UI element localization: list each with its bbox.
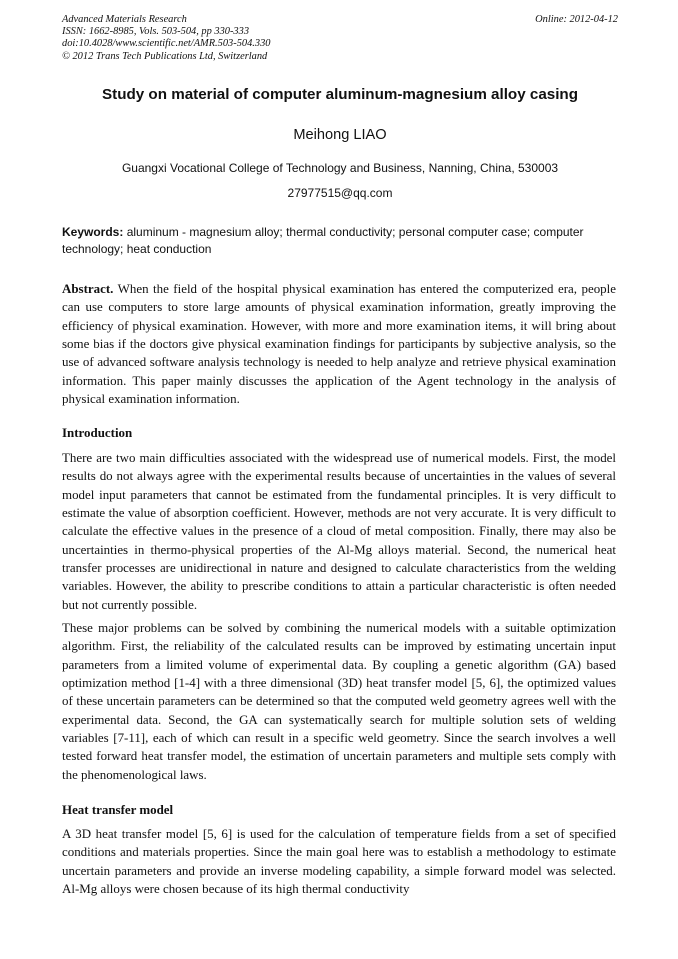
paper-title: Study on material of computer aluminum-magnesium alloy casing — [102, 86, 578, 103]
journal-name: Advanced Materials Research — [62, 14, 187, 25]
keywords — [62, 224, 616, 259]
author-affiliation: Guangxi Vocational College of Technology and Business, Nanning, China, 530003 — [121, 161, 559, 175]
section-heading-heat-transfer-model: Heat transfer model — [62, 802, 174, 817]
heat-transfer-paragraph-1: A 3D heat transfer model [5, 6] is used for the calculation of temperature fields from a set of specified conditions and materials properties. Since the main goal here was to establish a methodology to estimate uncertain parameters and provide an inverse modeling capability, a simple forward model was selected. Al-Mg alloys were chosen because of its high thermal conductivity — [62, 826, 616, 897]
abstract — [62, 280, 616, 408]
online-date: Online: 2012-04-12 — [535, 14, 618, 25]
journal-info — [62, 14, 270, 63]
abstract-text: When the field of the hospital physical examination has entered the computerized era, people can use computers to store large amounts of physical examination information, greatly improving the efficiency of physical examination. However, with more and more examination items, it will bring about some bias if the doctors give physical examination findings for participants by subjective analysis, so the use of advanced software analysis technology is needed to help analyze and retrieve physical examination information. This paper mainly discusses the application of the Agent technology in the analysis of physical examination information. — [62, 281, 616, 407]
journal-copyright: © 2012 Trans Tech Publications Ltd, Switzerland — [62, 50, 268, 62]
section-heading-introduction: Introduction — [62, 425, 133, 440]
introduction-paragraph-1: There are two main difficulties associated with the widespread use of numerical models. First, the model results do not always agree with the experimental results because of uncertainties in the values of several model input parameters that cannot be estimated from the fundamental principles. It is very difficult to estimate the value of absorption coefficient. However, methods are not very accurate. It is very difficult to calculate the effective values in the presence of a cloud of metal composition. Finally, there may also be uncertainties in thermo-physical properties of the Al-Mg alloys material. Second, the numerical heat transfer processes are unidirectional in nature and designed to calculate characteristics from the welding variables. However, the ability to prescribe conditions to attain a particular characteristic is often needed but not currently possible. — [62, 450, 616, 612]
author-name: Meihong LIAO — [293, 127, 387, 143]
keywords-text: aluminum - magnesium alloy; thermal conductivity; personal computer case; computer technology; heat conduction — [62, 225, 584, 257]
journal-header — [62, 14, 618, 63]
abstract-label: Abstract. — [62, 281, 114, 296]
introduction-paragraph-2: These major problems can be solved by combining the numerical models with a suitable optimization algorithm. First, the reliability of the calculated results can be improved by estimating uncertain input parameters from a limited volume of experimental data. By coupling a genetic algorithm (GA) based optimization method [1-4] with a three dimensional (3D) heat transfer model [5, 6], the optimized values of these uncertain parameters can be determined so that the computed weld geometry agrees well with the experimental data. Second, the GA can systematically search for multiple solution sets of welding variables [7-11], each of which can result in a specific weld geometry. Since the search involves a well tested forward heat transfer model, the estimation of uncertain parameters and multiple sets comply with the phenomenological laws. — [62, 620, 616, 782]
journal-issn: ISSN: 1662-8985, Vols. 503-504, pp 330-333 — [62, 26, 250, 38]
journal-doi: doi:10.4028/www.scientific.net/AMR.503-504.330 — [62, 38, 271, 50]
keywords-label: Keywords: — [62, 225, 124, 239]
author-email: 27977515@qq.com — [287, 186, 393, 200]
